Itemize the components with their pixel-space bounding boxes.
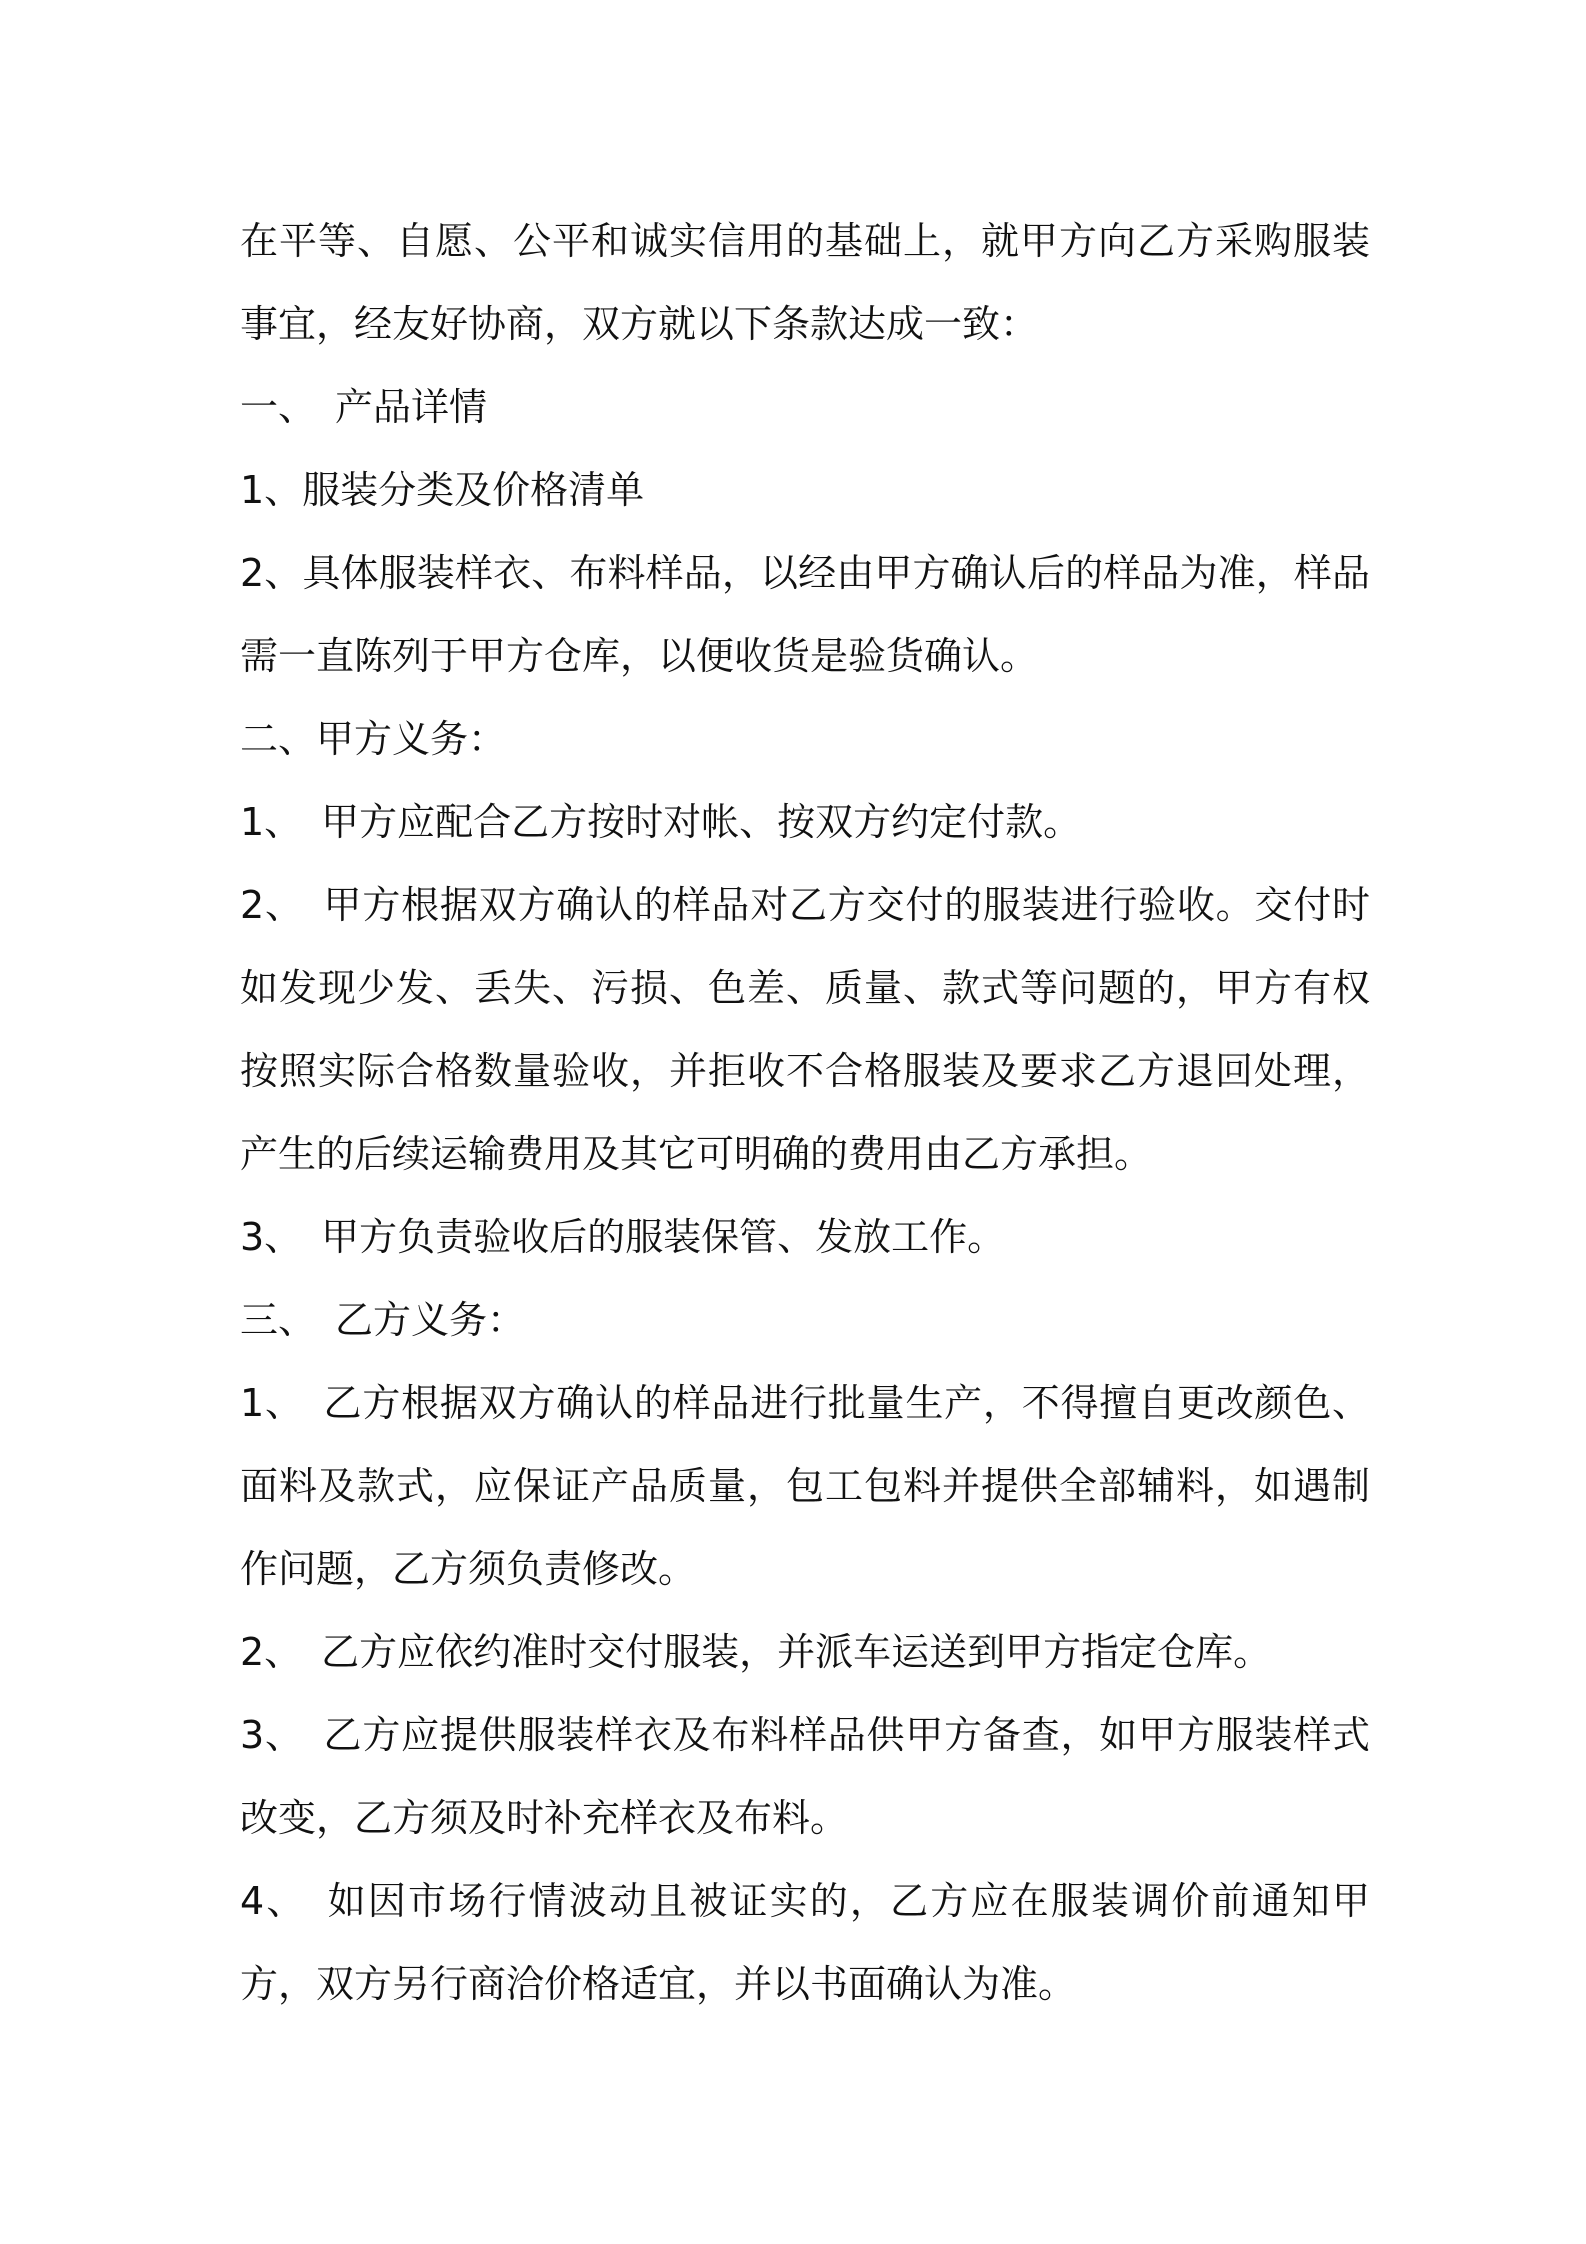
section-heading-product-details: 一、 产品详情 [240,385,488,429]
section-heading-party-a-obligations: 二、甲方义务： [240,717,507,761]
section-heading-party-b-obligations: 三、 乙方义务： [240,1298,526,1342]
document-body [240,200,1370,2026]
list-item: 3、 乙方应提供服装样衣及布料样品供甲方备查，如甲方服装样式改变，乙方须及时补充样衣及布料。 [240,1713,1370,1840]
intro-paragraph: 在平等、自愿、公平和诚实信用的基础上，就甲方向乙方采购服装事宜，经友好协商，双方就以下条款达成一致： [240,219,1370,346]
list-item: 2、具体服装样衣、布料样品，以经由甲方确认后的样品为准，样品需一直陈列于甲方仓库，以便收货是验货确认。 [240,551,1370,678]
list-item: 1、 甲方应配合乙方按时对帐、按双方约定付款。 [240,800,1082,844]
list-item: 2、 乙方应依约准时交付服装，并派车运送到甲方指定仓库。 [240,1630,1272,1674]
list-item: 2、 甲方根据双方确认的样品对乙方交付的服装进行验收。交付时如发现少发、丢失、污损、色差、质量、款式等问题的，甲方有权按照实际合格数量验收，并拒收不合格服装及要求乙方退回处理，产生的后续运输费用及其它可明确的费用由乙方承担。 [240,883,1370,1176]
list-item: 4、 如因市场行情波动且被证实的，乙方应在服装调价前通知甲方，双方另行商洽价格适宜，并以书面确认为准。 [240,1879,1370,2006]
list-item: 1、 乙方根据双方确认的样品进行批量生产，不得擅自更改颜色、面料及款式，应保证产品质量，包工包料并提供全部辅料，如遇制作问题，乙方须负责修改。 [240,1381,1370,1591]
list-item: 3、 甲方负责验收后的服装保管、发放工作。 [240,1215,1006,1259]
list-item: 1、服装分类及价格清单 [240,468,645,512]
